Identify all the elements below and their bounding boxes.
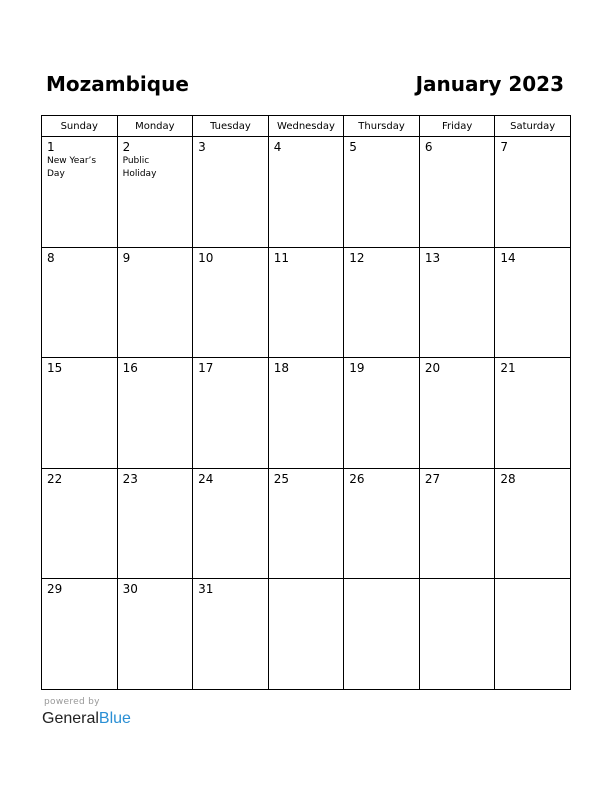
day-number: 15 bbox=[47, 361, 63, 376]
day-cell bbox=[344, 247, 420, 358]
weekday-monday: Monday bbox=[117, 116, 193, 137]
week-row bbox=[42, 358, 571, 469]
weekday-header-row bbox=[42, 116, 571, 137]
day-number: 17 bbox=[198, 361, 214, 376]
week-row bbox=[42, 247, 571, 358]
day-cell bbox=[419, 137, 495, 248]
day-cell bbox=[42, 358, 118, 469]
day-number: 26 bbox=[349, 471, 365, 486]
day-cell bbox=[117, 137, 193, 248]
day-number: 31 bbox=[198, 582, 214, 597]
day-cell bbox=[42, 579, 118, 690]
day-cell bbox=[268, 468, 344, 579]
day-number: 12 bbox=[349, 250, 365, 265]
holiday-label: New Year’s Day bbox=[47, 156, 97, 179]
day-number: 23 bbox=[122, 471, 138, 486]
weekday-wednesday: Wednesday bbox=[268, 116, 344, 137]
holiday-label: Public Holiday bbox=[122, 156, 157, 179]
day-cell bbox=[495, 137, 571, 248]
day-cell bbox=[344, 579, 420, 690]
day-cell bbox=[268, 247, 344, 358]
day-cell bbox=[42, 137, 118, 248]
powered-by-label: powered by bbox=[44, 697, 100, 707]
day-number: 4 bbox=[273, 140, 282, 154]
day-number: 9 bbox=[122, 250, 131, 265]
day-cell bbox=[117, 468, 193, 579]
day-number: 2 bbox=[122, 140, 131, 154]
day-number: 18 bbox=[273, 361, 289, 376]
day-number: 21 bbox=[500, 361, 516, 376]
day-number: 22 bbox=[47, 471, 63, 486]
day-number: 20 bbox=[424, 361, 441, 376]
day-cell bbox=[344, 468, 420, 579]
day-cell bbox=[42, 247, 118, 358]
weekday-friday: Friday bbox=[419, 116, 495, 137]
weekday-tuesday: Tuesday bbox=[193, 116, 269, 137]
day-number: 5 bbox=[349, 140, 357, 154]
day-number: 19 bbox=[349, 361, 365, 376]
day-number: 11 bbox=[273, 250, 289, 265]
day-cell bbox=[193, 579, 269, 690]
day-number: 25 bbox=[273, 471, 289, 486]
brand-blue-text: Blue bbox=[98, 710, 131, 727]
weekday-sunday: Sunday bbox=[42, 116, 118, 137]
day-cell bbox=[344, 137, 420, 248]
day-number: 3 bbox=[198, 140, 206, 154]
day-number: 6 bbox=[424, 140, 433, 154]
day-cell bbox=[344, 358, 420, 469]
day-cell bbox=[117, 358, 193, 469]
day-cell bbox=[117, 579, 193, 690]
day-number: 29 bbox=[47, 582, 63, 597]
day-cell bbox=[193, 468, 269, 579]
day-number: 28 bbox=[500, 471, 516, 486]
day-cell bbox=[495, 247, 571, 358]
country-title: Mozambique bbox=[46, 72, 189, 96]
day-cell bbox=[268, 137, 344, 248]
day-cell bbox=[495, 468, 571, 579]
day-cell bbox=[193, 137, 269, 248]
calendar-grid bbox=[41, 115, 571, 690]
brand-general-text: General bbox=[42, 710, 99, 727]
month-title: January 2023 bbox=[415, 72, 564, 96]
week-row bbox=[42, 137, 571, 248]
weekday-saturday: Saturday bbox=[495, 116, 571, 137]
day-cell bbox=[193, 358, 269, 469]
day-number: 24 bbox=[198, 471, 214, 486]
day-number: 16 bbox=[122, 361, 138, 376]
generalblue-logo[interactable] bbox=[42, 709, 131, 729]
day-cell bbox=[495, 358, 571, 469]
day-cell bbox=[419, 468, 495, 579]
day-cell bbox=[117, 247, 193, 358]
week-row bbox=[42, 468, 571, 579]
day-cell bbox=[193, 247, 269, 358]
day-cell bbox=[419, 247, 495, 358]
weekday-thursday: Thursday bbox=[344, 116, 420, 137]
day-number: 10 bbox=[198, 250, 214, 265]
week-row bbox=[42, 579, 571, 690]
day-number: 7 bbox=[500, 140, 509, 154]
day-cell bbox=[419, 358, 495, 469]
day-number: 1 bbox=[47, 140, 55, 154]
day-number: 30 bbox=[122, 582, 138, 597]
day-number: 8 bbox=[47, 250, 55, 265]
day-number: 13 bbox=[424, 250, 441, 265]
day-number: 14 bbox=[500, 250, 516, 265]
day-cell bbox=[268, 579, 344, 690]
day-cell bbox=[495, 579, 571, 690]
day-cell bbox=[42, 468, 118, 579]
day-cell bbox=[419, 579, 495, 690]
day-number: 27 bbox=[424, 471, 441, 486]
day-cell bbox=[268, 358, 344, 469]
